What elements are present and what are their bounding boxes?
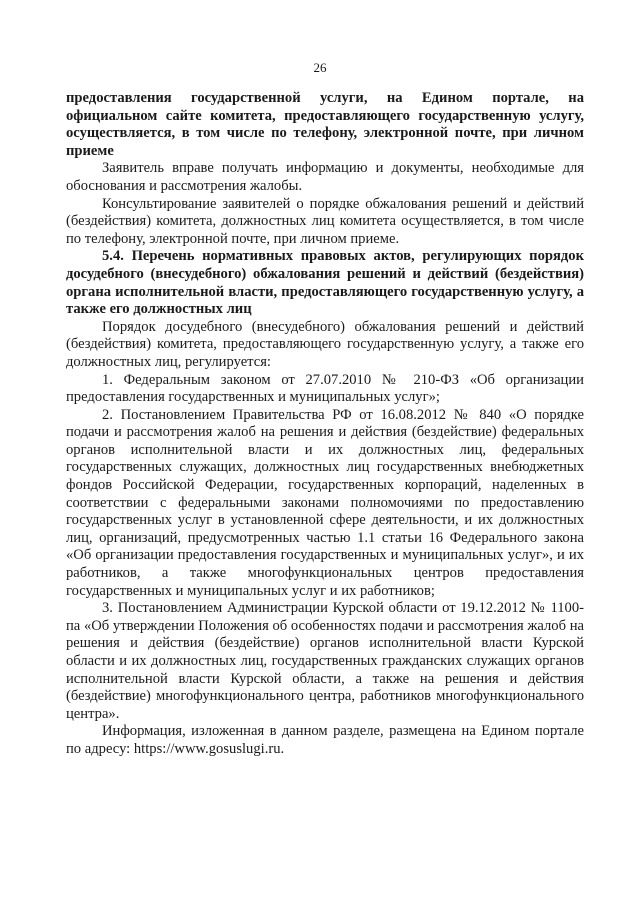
section-heading-5-4: 5.4. Перечень нормативных правовых актов, регулирующих порядок досудебного (внесудебного) обжалования решений и действий (бездействия) органа исполнительной власти, предоставляющего государственную услугу, а также его должностных лиц [66,248,584,318]
paragraph-portal-info: Информация, изложенная в данном разделе, размещена на Едином портале по адресу: https://www.gosuslugi.ru. [66,723,584,757]
list-item-government-decree: 2. Постановлением Правительства РФ от 16.08.2012 № 840 «О порядке подачи и рассмотрения жалоб на решения и действия (бездействие) федеральных органов исполнительной власти и их должностных лиц, федеральных государственных служащих, должностных лиц государственных внебюджетных фондов Российской Федерации, государственных корпораций, наделенных в соответствии с федеральными законами полномочиями по предоставлению государственных услуг в установленной сфере деятельности, и их должностных лиц, организаций, предусмотренных частью 1.1 статьи 16 Федерального закона «Об организации предоставления государственных и муниципальных услуг», и их работников, а также многофункциональных центров предоставления государственных и муниципальных услуг и их работников; [66,406,584,599]
list-item-federal-law: 1. Федеральным законом от 27.07.2010 № 210-ФЗ «Об организации предоставления государственных и муниципальных услуг»; [66,371,584,406]
paragraph-consulting: Консультирование заявителей о порядке обжалования решений и действий (бездействия) комитета, должностных лиц комитета осуществляется, в том числе по телефону, электронной почте, при личном приеме. [66,195,584,247]
document-body [66,90,584,759]
section-heading-continued: предоставления государственной услуги, на Едином портале, на официальном сайте комитета, предоставляющего государственную услугу, осуществляется, в том числе по телефону, электронной почте, при личном приеме [66,90,584,159]
paragraph-applicant-rights: Заявитель вправе получать информацию и документы, необходимые для обоснования и рассмотрения жалобы. [66,160,584,194]
list-item-kursk-decree: 3. Постановлением Администрации Курской области от 19.12.2012 № 1100-па «Об утверждении Положения об особенностях подачи и рассмотрения жалоб на решения и действия (бездействие) органов исполнительной власти Курской области и их должностных лиц, государственных гражданских служащих органов исполнительной власти Курской области, а также на решения и действия (бездействие) многофункционального центра, работников многофункционального центра». [66,600,584,722]
page-number: 26 [313,60,327,75]
paragraph-appeal-procedure: Порядок досудебного (внесудебного) обжалования решений и действий (бездействия) комитета, предоставляющего государственную услугу, а также его должностных лиц, регулируется: [66,318,584,370]
